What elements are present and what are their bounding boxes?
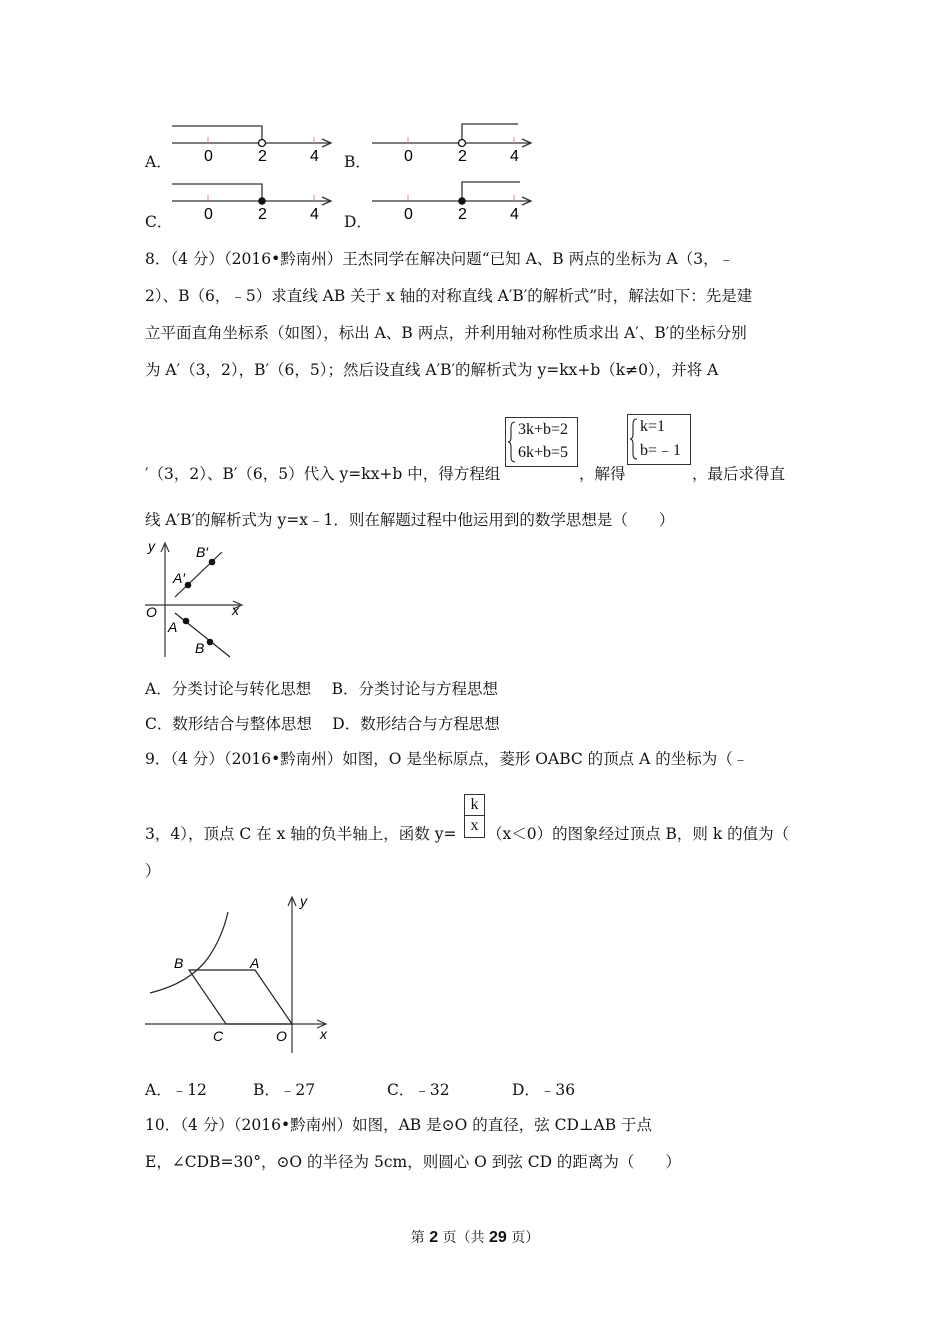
tick-label: 0 xyxy=(404,148,413,165)
tick-label: 4 xyxy=(510,206,519,223)
tick-label: 0 xyxy=(204,206,213,223)
tick-label: 2 xyxy=(458,206,467,223)
q8-line-6: 线 A′B′的解析式为 y=x﹣1．则在解题过程中他运用到的数学思想是（ ） xyxy=(145,511,675,529)
footer-mid: 页（共 xyxy=(442,1230,485,1246)
q8-line-2: 2）、B（6，﹣5）求直线 AB 关于 x 轴的对称直线 A′B′的解析式”时，解法如下：先是建 xyxy=(145,287,753,305)
q9-line-2a: 3，4），顶点 C 在 x 轴的负半轴上，函数 y= xyxy=(145,825,457,843)
fraction-numerator: k xyxy=(470,796,479,813)
tick-label: 2 xyxy=(258,206,267,223)
q8-answer-row-2: C．数形结合与整体思想 D．数形结合与方程思想 xyxy=(145,715,500,733)
q9-option-c: C．﹣32 xyxy=(387,1081,450,1099)
q9-option-d: D．﹣36 xyxy=(512,1081,576,1099)
tick-label: 2 xyxy=(258,148,267,165)
q9-line-3: ） xyxy=(145,862,161,880)
left-brace-icon xyxy=(508,421,516,463)
q7-option-c-letter: C． xyxy=(145,213,173,231)
q8-equation-system xyxy=(505,417,578,467)
point-label-b-prime: B′ xyxy=(196,544,208,560)
q7-option-d-letter: D． xyxy=(344,213,372,231)
point-label-a-prime: A′ xyxy=(173,570,185,586)
q9-line-2b: （x＜0）的图象经过顶点 B，则 k 的值为（ xyxy=(487,825,790,843)
q9-option-a: A．﹣12 xyxy=(145,1081,207,1099)
tick-label: 2 xyxy=(458,148,467,165)
q8-line-5a: ′（3，2）、B′（6，5）代入 y=kx+b 中，得方程组 xyxy=(145,465,501,483)
q9-fraction-k-over-x xyxy=(464,794,485,838)
q8-solution-system xyxy=(627,414,691,465)
q9-line-1: 9．（4 分）（2016•黔南州）如图，O 是坐标原点，菱形 OABC 的顶点 A 的坐标为（﹣ xyxy=(145,750,749,768)
origin-label: O xyxy=(146,604,157,620)
q7-option-a-number-line xyxy=(168,118,340,168)
tick-label: 4 xyxy=(310,206,319,223)
fraction-denominator: x xyxy=(465,815,484,836)
point-label-a: A xyxy=(168,619,178,635)
q7-option-c-number-line xyxy=(168,176,340,226)
point-label-a: A xyxy=(250,955,260,971)
q7-option-d-number-line xyxy=(368,176,540,226)
footer-post: 页） xyxy=(511,1230,540,1246)
q7-option-a-letter: A． xyxy=(145,153,172,171)
q10-line-2: E，∠CDB=30°，⊙O 的半径为 5cm，则圆心 O 到弦 CD 的距离为（ ） xyxy=(145,1153,681,1171)
q7-option-b-number-line xyxy=(368,118,540,168)
q8-answer-row-1: A．分类讨论与转化思想 B．分类讨论与方程思想 xyxy=(145,680,499,698)
footer-total-pages: 29 xyxy=(489,1229,507,1246)
q8-system-eq-1: 3k+b=2 xyxy=(518,421,569,438)
q8-line-5b: ，解得 xyxy=(579,465,626,483)
q7-option-b-letter: B． xyxy=(344,153,371,171)
page-footer xyxy=(0,1227,950,1247)
q9-option-b: B．﹣27 xyxy=(253,1081,316,1099)
left-brace-icon xyxy=(630,418,638,460)
q8-solution-k: k=1 xyxy=(640,418,666,435)
q10-line-1: 10．（4 分）（2016•黔南州）如图，AB 是⊙O 的直径，弦 CD⊥AB 于点 xyxy=(145,1116,653,1134)
q8-line-5c: ，最后求得直 xyxy=(692,465,786,483)
tick-label: 0 xyxy=(204,148,213,165)
q8-solution-b: b=﹣1 xyxy=(640,442,682,459)
footer-pre: 第 xyxy=(410,1230,425,1246)
q8-line-4: 为 A′（3，2），B′（6，5）；然后设直线 A′B′的解析式为 y=kx+b（k≠0），并将 A xyxy=(145,361,719,379)
q9-rhombus-figure xyxy=(140,888,340,1058)
point-label-c: C xyxy=(213,1028,224,1044)
axis-label-y: y xyxy=(148,538,155,554)
point-label-b: B xyxy=(174,955,184,971)
q8-coordinate-figure xyxy=(140,535,250,660)
tick-label: 4 xyxy=(510,148,519,165)
q8-system-eq-2: 6k+b=5 xyxy=(518,444,569,461)
axis-label-x: x xyxy=(320,1026,327,1042)
tick-label: 4 xyxy=(310,148,319,165)
axis-label-x: x xyxy=(232,602,239,618)
footer-page-number: 2 xyxy=(429,1229,439,1246)
q8-line-1: 8．（4 分）（2016•黔南州）王杰同学在解决问题“已知 A、B 两点的坐标为 A（3，﹣ xyxy=(145,250,735,268)
origin-label: O xyxy=(276,1028,287,1044)
tick-label: 0 xyxy=(404,206,413,223)
point-label-b: B xyxy=(195,640,205,656)
axis-label-y: y xyxy=(300,893,307,909)
q8-line-3: 立平面直角坐标系（如图），标出 A、B 两点，并利用轴对称性质求出 A′、B′的坐标分别 xyxy=(145,324,747,342)
